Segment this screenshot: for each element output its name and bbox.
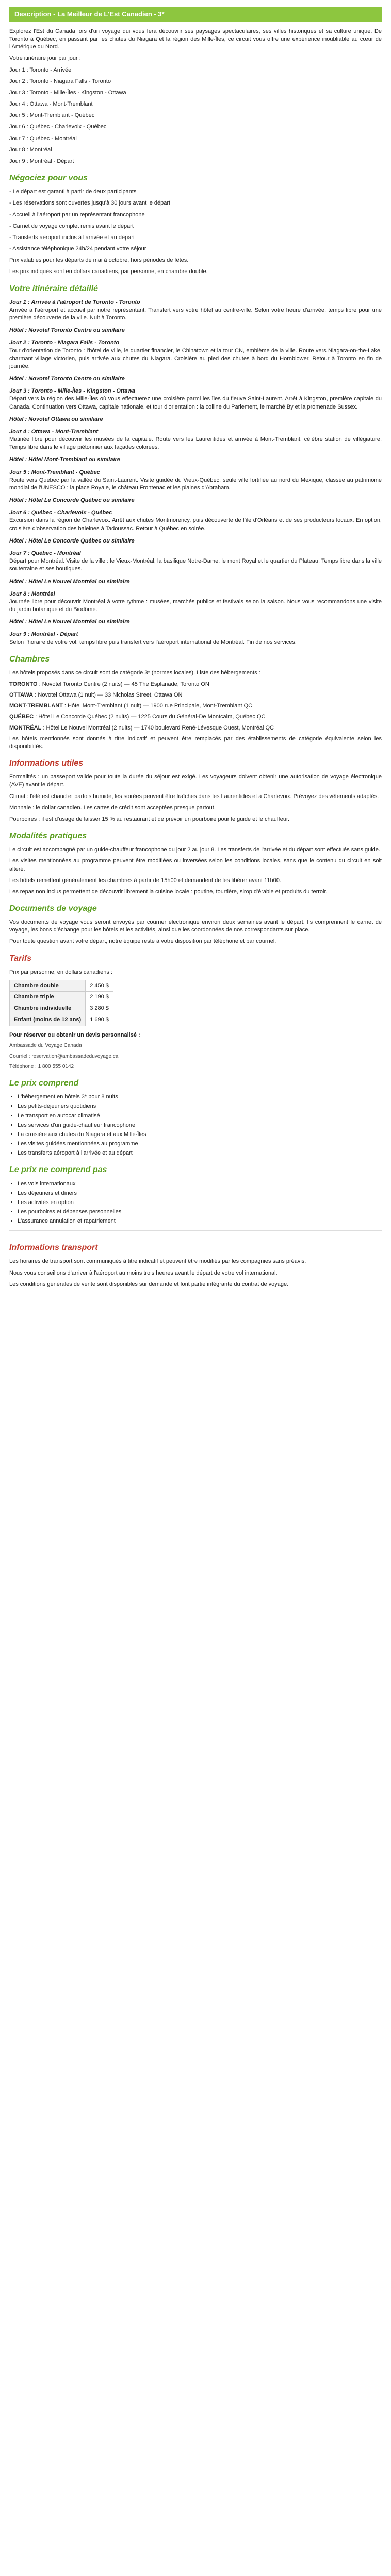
info-paragraph: Pourboires : il est d'usage de laisser 15 % au restaurant et de prévoir un pourboire pour le guide et le chauffeur. xyxy=(9,816,290,822)
day-title: Jour 4 : Ottawa - Mont-Tremblant xyxy=(9,428,99,435)
day-title: Jour 7 : Québec - Montréal xyxy=(9,550,81,556)
hotel-city: MONTRÉAL xyxy=(9,724,42,731)
excluded-section xyxy=(9,1164,382,1225)
contact-line: Courriel : reservation@ambassadeduvoyage.ca xyxy=(9,1053,119,1059)
day-title: Jour 8 : Montréal xyxy=(9,590,55,597)
footer-heading: Informations transport xyxy=(9,1243,98,1252)
itinerary-day xyxy=(9,631,382,646)
intro-paragraph: Jour 9 : Montréal - Départ xyxy=(9,158,74,164)
itinerary-day xyxy=(9,590,382,614)
itinerary-day xyxy=(9,387,382,411)
included-item: • Le transport en autocar climatisé xyxy=(18,1112,382,1120)
day-title: Hôtel : Hôtel Le Concorde Québec ou similaire xyxy=(9,497,135,504)
itinerary-day xyxy=(9,416,382,423)
day-text: Route vers Québec par la vallée du Saint-Laurent. Visite guidée du Vieux-Québec, seule ville fortifiée au nord du Mexique, classée au patrimoine mondial de l'UNESCO : la place Royale, le château Frontenac et les plaines d'Abraham. xyxy=(9,477,382,491)
intro-paragraph: Jour 1 : Toronto - Arrivée xyxy=(9,66,72,73)
price-row xyxy=(10,992,113,1003)
notes-paragraph: - Accueil à l'aéroport par un représentant francophone xyxy=(9,211,145,218)
hotels-heading: Chambres xyxy=(9,654,50,664)
included-item: • Les petits-déjeuners quotidiens xyxy=(18,1103,382,1110)
page-title: Description - La Meilleur de L'Est Canadien - 3* xyxy=(9,7,382,22)
day-title: Hôtel : Novotel Toronto Centre ou similaire xyxy=(9,376,125,382)
price-row xyxy=(10,1014,113,1026)
day-text: Départ pour Montréal. Visite de la ville : le Vieux-Montréal, la basilique Notre-Dame, le mont Royal et le quartier du Plateau. Temps libre dans la ville souterraine et ses boutiques. xyxy=(9,558,382,572)
day-text: Matinée libre pour découvrir les musées de la capitale. Route vers les Laurentides et arrivée à Mont-Tremblant, célèbre station de villégiature. Temps libre dans le village piétonnier aux façades colorées. xyxy=(9,436,382,451)
documents-heading: Documents de voyage xyxy=(9,904,97,913)
hotels-outro: Les hôtels mentionnés sont donnés à titre indicatif et peuvent être remplacés par des établissements de catégorie équivalente selon les disponibilités. xyxy=(9,735,382,750)
price-label: Chambre double xyxy=(10,980,86,991)
contact-label: Pour réserver ou obtenir un devis personnalisé : xyxy=(9,1031,140,1038)
footer-paragraph: Nous vous conseillons d'arriver à l'aéroport au moins trois heures avant le départ de votre vol international. xyxy=(9,1269,278,1276)
hotel-details: Hôtel Mont-Tremblant (1 nuit) — 1900 rue Principale, Mont-Tremblant QC xyxy=(68,703,253,709)
pricing-section xyxy=(9,953,382,1071)
details-paragraph: Les hôtels remettent généralement les chambres à partir de 15h00 et demandent de les libérer avant 11h00. xyxy=(9,877,281,884)
price-value: 3 280 $ xyxy=(86,1003,113,1014)
intro-paragraph: Jour 6 : Québec - Charlevoix - Québec xyxy=(9,124,107,130)
day-title: Jour 6 : Québec - Charlevoix - Québec xyxy=(9,510,112,516)
excluded-item: • Les activités en option xyxy=(18,1199,382,1207)
notes-paragraph: - Transferts aéroport inclus à l'arrivée et au départ xyxy=(9,234,135,241)
hotel-city: OTTAWA xyxy=(9,692,34,699)
pricing-heading: Tarifs xyxy=(9,954,31,963)
price-value: 2 450 $ xyxy=(86,980,113,991)
itinerary-section xyxy=(9,283,382,647)
hotel-item: MONTRÉAL : Hôtel Le Nouvel Montréal (2 nuits) — 1740 boulevard René-Lévesque Ouest, Montréal QC xyxy=(9,724,274,731)
excluded-item: • Les déjeuners et dîners xyxy=(18,1190,382,1197)
hotel-details: Hôtel Le Concorde Québec (2 nuits) — 1225 Cours du Général-De Montcalm, Québec QC xyxy=(38,714,266,720)
info-paragraph: Monnaie : le dollar canadien. Les cartes de crédit sont acceptées presque partout. xyxy=(9,804,216,811)
itinerary-day xyxy=(9,299,382,323)
notes-paragraph: Prix valables pour les départs de mai à octobre, hors périodes de fêtes. xyxy=(9,257,189,264)
details-paragraph: Les repas non inclus permettent de découvrir librement la cuisine locale : poutine, tourtière, sirop d'érable et produits du terroir. xyxy=(9,888,328,895)
price-row xyxy=(10,980,113,991)
details-paragraph: Le circuit est accompagné par un guide-chauffeur francophone du jour 2 au jour 8. Les transferts de l'arrivée et du départ sont effectués sans guide. xyxy=(9,846,380,853)
contact-line: Téléphone : 1 800 555 0142 xyxy=(9,1064,74,1070)
included-item: • Les visites guidées mentionnées au programme xyxy=(18,1140,382,1148)
intro-paragraph: Jour 7 : Québec - Montréal xyxy=(9,135,77,142)
itinerary-day xyxy=(9,509,382,533)
day-title: Jour 2 : Toronto - Niagara Falls - Toronto xyxy=(9,340,120,346)
hotel-item: QUÉBEC : Hôtel Le Concorde Québec (2 nuits) — 1225 Cours du Général-De Montcalm, Québec QC xyxy=(9,714,266,720)
excluded-item: • Les vols internationaux xyxy=(18,1180,382,1188)
notes-heading: Négociez pour vous xyxy=(9,174,88,183)
day-text: Tour d'orientation de Toronto : l'hôtel de ville, le quartier financier, le Chinatown et la tour CN, emblème de la ville. Route vers Niagara-on-the-Lake, charmant village victorien, puis arrivée aux chutes du Niagara. Croisière au pied des chutes à bord du Hornblower. Retour à Toronto en fin de journée. xyxy=(9,347,382,369)
notes-paragraph: - Le départ est garanti à partir de deux participants xyxy=(9,189,137,195)
footer-paragraph: Les horaires de transport sont communiqués à titre indicatif et peuvent être modifiés par les compagnies sans préavis. xyxy=(9,1258,306,1265)
intro-paragraph: Jour 2 : Toronto - Niagara Falls - Toronto xyxy=(9,78,111,84)
hotel-item: MONT-TREMBLANT : Hôtel Mont-Tremblant (1 nuit) — 1900 rue Principale, Mont-Tremblant QC xyxy=(9,703,253,709)
intro-paragraph: Jour 8 : Montréal xyxy=(9,146,52,153)
itinerary-day xyxy=(9,339,382,370)
itinerary-day xyxy=(9,375,382,383)
intro-paragraph: Jour 4 : Ottawa - Mont-Tremblant xyxy=(9,101,93,108)
included-item: • Les transferts aéroport à l'arrivée et au départ xyxy=(18,1149,382,1157)
included-item: • Les services d'un guide-chauffeur francophone xyxy=(18,1122,382,1129)
price-value: 1 690 $ xyxy=(86,1014,113,1026)
day-title: Hôtel : Novotel Ottawa ou similaire xyxy=(9,416,103,422)
itinerary-day xyxy=(9,428,382,452)
hotels-intro: Les hôtels proposés dans ce circuit sont de catégorie 3* (normes locales). Liste des hébergements : xyxy=(9,669,260,676)
notes-section xyxy=(9,173,382,276)
day-title: Jour 5 : Mont-Tremblant - Québec xyxy=(9,469,100,476)
pricing-intro: Prix par personne, en dollars canadiens : xyxy=(9,969,112,975)
footer-paragraph: Les conditions générales de vente sont disponibles sur demande et font partie intégrante du contrat de voyage. xyxy=(9,1281,289,1287)
day-title: Hôtel : Novotel Toronto Centre ou similaire xyxy=(9,327,125,334)
info-paragraph: Formalités : un passeport valide pour toute la durée du séjour est exigé. Les voyageurs doivent obtenir une autorisation de voyage électronique (AVE) avant le départ. xyxy=(9,774,382,788)
excluded-list xyxy=(18,1180,382,1226)
hotel-item: TORONTO : Novotel Toronto Centre (2 nuits) — 45 The Esplanade, Toronto ON xyxy=(9,681,209,687)
documents-paragraph: Vos documents de voyage vous seront envoyés par courrier électronique environ deux semaines avant le départ. Ils comprennent le carnet de voyage, les bons d'échange pour les hôtels et les activités, ainsi que les coordonnées de nos correspondants sur place. xyxy=(9,919,382,934)
excluded-item: • L'assurance annulation et rapatriement xyxy=(18,1217,382,1225)
notes-paragraph: - Carnet de voyage complet remis avant le départ xyxy=(9,223,134,229)
itinerary-heading: Votre itinéraire détaillé xyxy=(9,284,98,293)
content xyxy=(0,28,391,1308)
itinerary-day xyxy=(9,618,382,626)
day-text: Départ vers la région des Mille-Îles où vous effectuerez une croisière parmi les îles du fleuve Saint-Laurent. Arrêt à Kingston, première capitale du Canada. Continuation vers Ottawa, capitale nationale, et tour d'orientation : la colline du Parlement, le marché By et la promenade Sussex. xyxy=(9,396,382,410)
itinerary-day xyxy=(9,497,382,504)
details-heading: Modalités pratiques xyxy=(9,832,87,841)
price-row xyxy=(10,1003,113,1014)
hotel-details: Hôtel Le Nouvel Montréal (2 nuits) — 1740 boulevard René-Lévesque Ouest, Montréal QC xyxy=(46,724,274,731)
contact-line: Ambassade du Voyage Canada xyxy=(9,1042,82,1048)
notes-paragraph: - Les réservations sont ouvertes jusqu'à 30 jours avant le départ xyxy=(9,200,171,207)
details-section xyxy=(9,831,382,896)
day-text: Journée libre pour découvrir Montréal à votre rythme : musées, marchés publics et festivals selon la saison. Nous vous recommandons une visite du jardin botanique et du Biodôme. xyxy=(9,598,382,613)
info-paragraph: Climat : l'été est chaud et parfois humide, les soirées peuvent être fraîches dans les Laurentides et à Charlevoix. Prévoyez des vêtements adaptés. xyxy=(9,793,379,800)
day-text: Arrivée à l'aéroport et accueil par notre représentant. Transfert vers votre hôtel au centre-ville. Selon votre heure d'arrivée, temps libre pour une première découverte de la ville. Nuit à Toronto. xyxy=(9,307,382,321)
itinerary-day xyxy=(9,456,382,464)
info-heading: Informations utiles xyxy=(9,759,84,768)
excluded-item: • Les pourboires et dépenses personnelles xyxy=(18,1208,382,1216)
intro-paragraph: Jour 3 : Toronto - Mille-Îles - Kingston - Ottawa xyxy=(9,89,126,96)
included-heading: Le prix comprend xyxy=(9,1079,79,1088)
hotel-city: MONT-TREMBLANT xyxy=(9,703,63,709)
hotel-details: Novotel Toronto Centre (2 nuits) — 45 The Esplanade, Toronto ON xyxy=(42,681,209,687)
hotel-details: Novotel Ottawa (1 nuit) — 33 Nicholas Street, Ottawa ON xyxy=(38,692,183,699)
day-title: Jour 1 : Arrivée à l'aéroport de Toronto - Toronto xyxy=(9,299,140,306)
details-paragraph: Les visites mentionnées au programme peuvent être modifiées ou inversées selon les conditions locales, sans que le contenu du circuit en soit altéré. xyxy=(9,858,382,872)
info-section xyxy=(9,758,382,823)
day-title: Hôtel : Hôtel Le Concorde Québec ou similaire xyxy=(9,537,135,544)
day-text: Selon l'horaire de votre vol, temps libre puis transfert vers l'aéroport international de Montréal. Fin de nos services. xyxy=(9,639,297,646)
documents-section xyxy=(9,903,382,946)
notes-paragraph: Les prix indiqués sont en dollars canadiens, par personne, en chambre double. xyxy=(9,268,208,275)
itinerary-day xyxy=(9,550,382,573)
day-title: Jour 9 : Montréal - Départ xyxy=(9,631,78,638)
intro-paragraph: Votre itinéraire jour par jour : xyxy=(9,55,81,62)
day-title: Hôtel : Hôtel Mont-Tremblant ou similaire xyxy=(9,456,120,463)
day-title: Jour 3 : Toronto - Mille-Îles - Kingston - Ottawa xyxy=(9,388,136,395)
included-section xyxy=(9,1078,382,1157)
itinerary-day xyxy=(9,537,382,545)
price-label: Enfant (moins de 12 ans) xyxy=(10,1014,86,1026)
notes-paragraph: - Assistance téléphonique 24h/24 pendant votre séjour xyxy=(9,246,146,252)
day-title: Hôtel : Hôtel Le Nouvel Montréal ou similaire xyxy=(9,578,130,585)
itinerary-day xyxy=(9,469,382,493)
included-item: • La croisière aux chutes du Niagara et aux Mille-Îles xyxy=(18,1131,382,1139)
day-title: Hôtel : Hôtel Le Nouvel Montréal ou similaire xyxy=(9,619,130,625)
footer-section xyxy=(9,1230,382,1289)
price-label: Chambre individuelle xyxy=(10,1003,86,1014)
hotel-city: TORONTO xyxy=(9,681,38,687)
intro-paragraph: Jour 5 : Mont-Tremblant - Québec xyxy=(9,112,95,119)
hotel-item: OTTAWA : Novotel Ottawa (1 nuit) — 33 Nicholas Street, Ottawa ON xyxy=(9,692,183,699)
price-label: Chambre triple xyxy=(10,992,86,1003)
excluded-heading: Le prix ne comprend pas xyxy=(9,1165,107,1175)
included-list xyxy=(18,1093,382,1157)
day-text: Excursion dans la région de Charlevoix. Arrêt aux chutes Montmorency, puis découverte de l'île d'Orléans et de ses producteurs locaux. En option, croisière d'observation des baleines à Tadoussac. Retour à Québec en soirée. xyxy=(9,517,382,532)
intro-paragraph: Explorez l'Est du Canada lors d'un voyage qui vous fera découvrir ses paysages spectaculaires, ses villes historiques et sa culture unique. De Toronto à Québec, en passant par les chutes du Niagara et la région des Mille-Îles, ce circuit vous offre une expérience inoubliable au cœur de l'Amérique du Nord. xyxy=(9,28,382,50)
price-table xyxy=(9,980,113,1026)
hotels-section xyxy=(9,654,382,751)
hotel-city: QUÉBEC xyxy=(9,714,34,720)
itinerary-day xyxy=(9,578,382,586)
included-item: • L'hébergement en hôtels 3* pour 8 nuits xyxy=(18,1093,382,1101)
itinerary-day xyxy=(9,327,382,334)
price-value: 2 190 $ xyxy=(86,992,113,1003)
documents-paragraph: Pour toute question avant votre départ, notre équipe reste à votre disposition par téléphone et par courriel. xyxy=(9,938,276,945)
intro-section xyxy=(9,28,382,165)
